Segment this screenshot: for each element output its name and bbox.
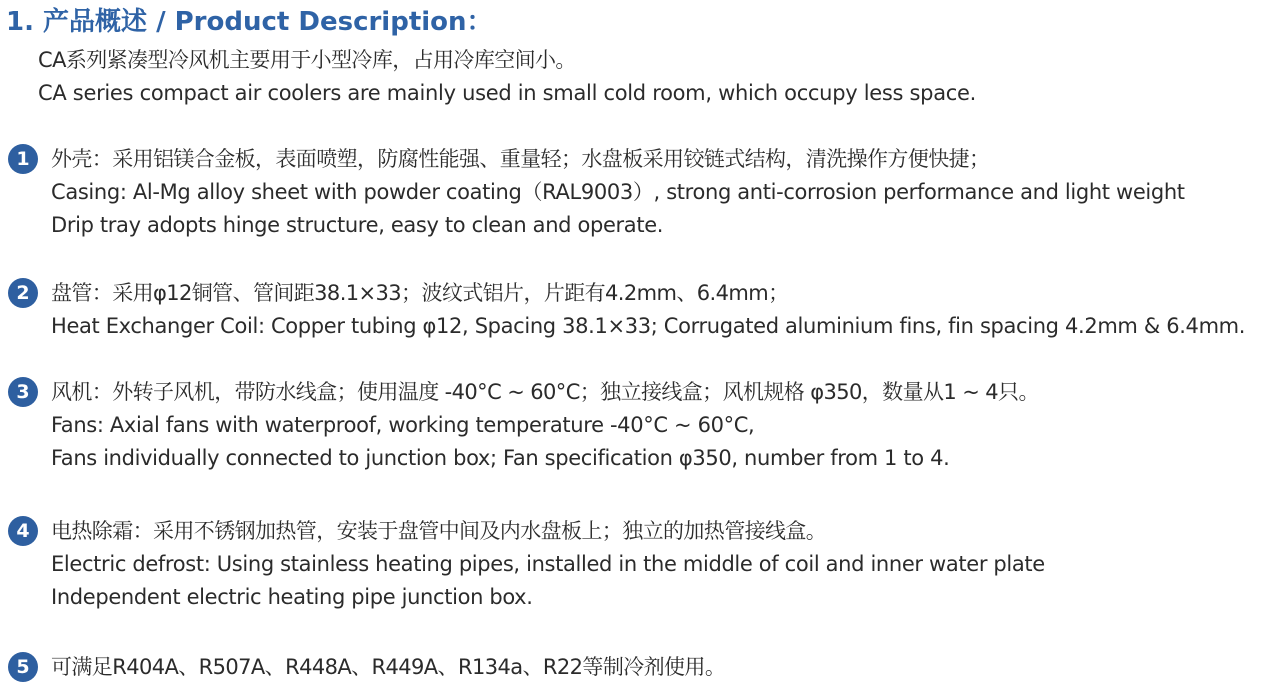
feature-line: 电热除霜：采用不锈钢加热管，安装于盘管中间及内水盘板上；独立的加热管接线盒。	[51, 519, 827, 543]
number-badge: 5	[8, 652, 38, 682]
number-badge: 3	[8, 377, 38, 407]
feature-line: 风机：外转子风机，带防水线盒；使用温度 -40°C ~ 60°C；独立接线盒；风机规格 φ350，数量从1 ~ 4只。	[51, 380, 1039, 404]
feature-line: Heat Exchanger Coil: Copper tubing φ12, Spacing 38.1×33; Corrugated aluminium fins, fin spacing 4.2mm & 6.4mm.	[51, 314, 1246, 338]
feature-line: 可满足R404A、R507A、R448A、R449A、R134a、R22等制冷剂使用。	[51, 655, 726, 679]
intro-line-cn: CA系列紧凑型冷风机主要用于小型冷库，占用冷库空间小。	[38, 48, 576, 72]
number-badge: 1	[8, 144, 38, 174]
feature-line: Electric defrost: Using stainless heating pipes, installed in the middle of coil and inner water plate	[51, 552, 1045, 576]
intro-paragraph	[38, 44, 976, 110]
feature-line: Independent electric heating pipe junction box.	[51, 585, 533, 609]
feature-line: 外壳：采用铝镁合金板，表面喷塑，防腐性能强、重量轻；水盘板采用铰链式结构，清洗操作方便快捷；	[51, 147, 990, 171]
feature-line: Fans individually connected to junction box; Fan specification φ350, number from 1 to 4.	[51, 446, 950, 470]
feature-line: Casing: Al-Mg alloy sheet with powder coating（RAL9003）, strong anti-corrosion performance and light weight	[51, 180, 1185, 204]
feature-line: Fans: Axial fans with waterproof, working temperature -40°C ~ 60°C,	[51, 413, 755, 437]
section-heading: 1. 产品概述 / Product Description：	[6, 7, 493, 37]
number-badge: 4	[8, 516, 38, 546]
intro-line-en: CA series compact air coolers are mainly used in small cold room, which occupy less space.	[38, 81, 977, 105]
feature-line: 盘管：采用φ12铜管、管间距38.1×33；波纹式铝片，片距有4.2mm、6.4mm；	[51, 281, 789, 305]
feature-line: Drip tray adopts hinge structure, easy to clean and operate.	[51, 213, 664, 237]
number-badge: 2	[8, 278, 38, 308]
